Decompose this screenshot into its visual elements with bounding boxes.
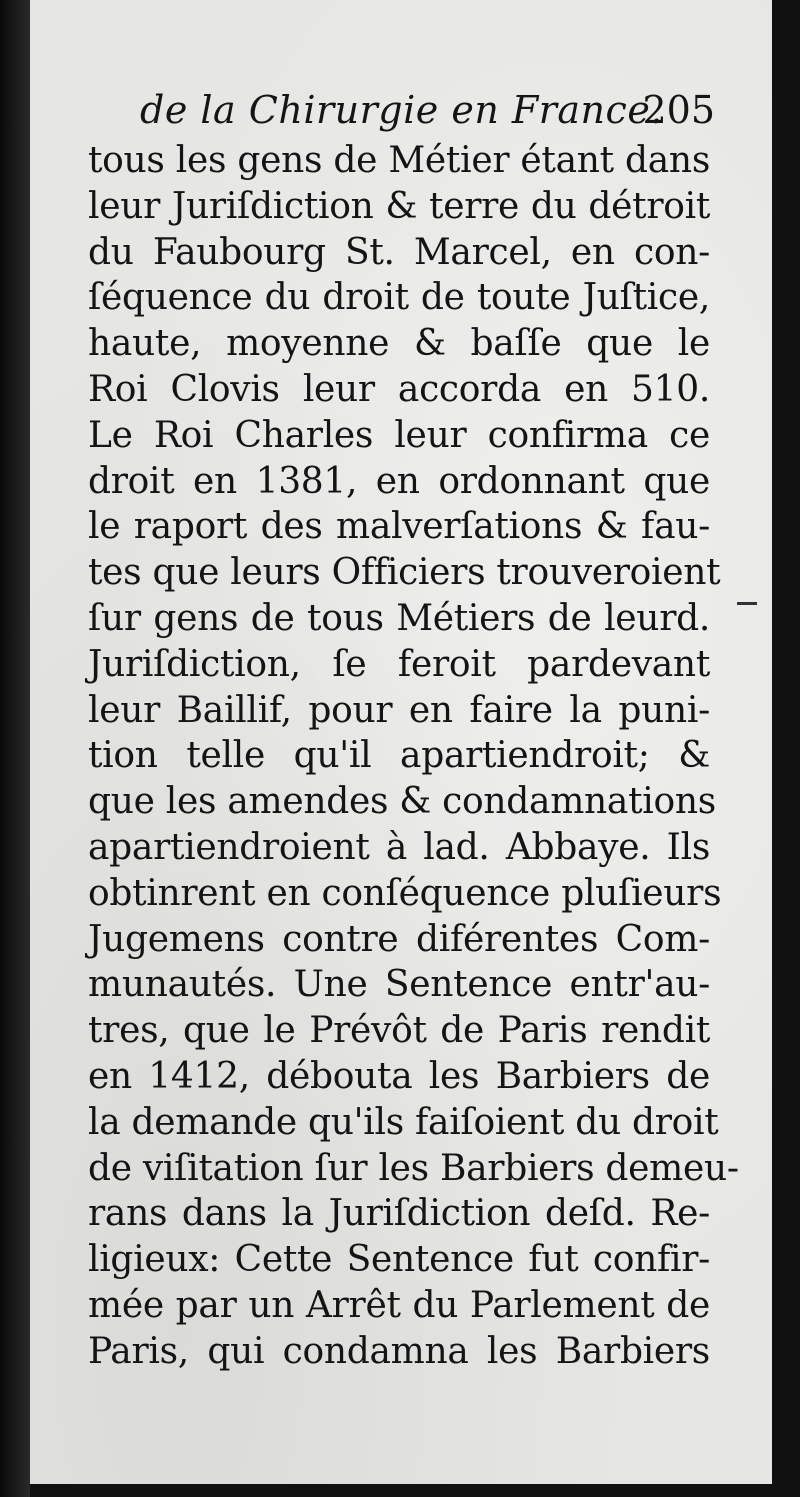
- text-line: rans dans la Juriſdiction deſd. Re-: [88, 1193, 710, 1235]
- text-line: ligieux: Cette Sentence fut confir-: [88, 1239, 710, 1281]
- text-line: le raport des malverſations & fau-: [88, 506, 710, 548]
- text-line: de viſitation ſur les Barbiers demeu-: [88, 1147, 739, 1189]
- text-line: tres, que le Prévôt de Paris rendit: [88, 1010, 710, 1052]
- text-line: tous les gens de Métier étant dans: [88, 140, 710, 181]
- text-line: droit en 1381, en ordonnant que: [88, 460, 710, 502]
- text-line: apartiendroient à lad. Abbaye. Ils: [88, 826, 710, 868]
- text-line: mée par un Arrêt du Parlement de: [88, 1284, 710, 1326]
- page-number: 205: [642, 88, 715, 132]
- text-line: Paris, qui condamna les Barbiers: [88, 1330, 710, 1372]
- text-line: Le Roi Charles leur confirma ce: [88, 414, 710, 456]
- text-line: tes que leurs Officiers trouveroient: [88, 552, 721, 594]
- text-line: Jugemens contre diférentes Com-: [88, 918, 710, 960]
- text-line: la demande qu'ils faiſoient du droit: [88, 1101, 719, 1143]
- page-header: [140, 88, 715, 140]
- text-line: leur Baillif, pour en faire la puni-: [88, 689, 710, 731]
- text-line: tion telle qu'il apartiendroit; &: [88, 735, 710, 777]
- text-line: Roi Clovis leur accorda en 510.: [88, 368, 710, 410]
- text-line: en 1412, débouta les Barbiers de: [88, 1055, 710, 1097]
- body-text: [88, 138, 739, 1375]
- book-gutter-shadow: [0, 0, 30, 1497]
- running-title: de la Chirurgie en France.: [140, 88, 663, 132]
- text-line: ſur gens de tous Métiers de leurd.: [88, 597, 710, 639]
- text-line: Juriſdiction, ſe feroit pardevant: [88, 643, 710, 685]
- text-line: obtinrent en conſéquence pluſieurs: [88, 872, 722, 914]
- text-line: haute, moyenne & baſſe que le: [88, 323, 710, 365]
- margin-mark: [737, 602, 757, 605]
- text-line: du Faubourg St. Marcel, en con-: [88, 231, 710, 273]
- text-line: leur Juriſdiction & terre du détroit: [88, 185, 710, 227]
- text-line: que les amendes & condamnations: [88, 781, 716, 823]
- text-line: ſéquence du droit de toute Juſtice,: [88, 277, 710, 319]
- text-line: munautés. Une Sentence entr'au-: [88, 964, 710, 1006]
